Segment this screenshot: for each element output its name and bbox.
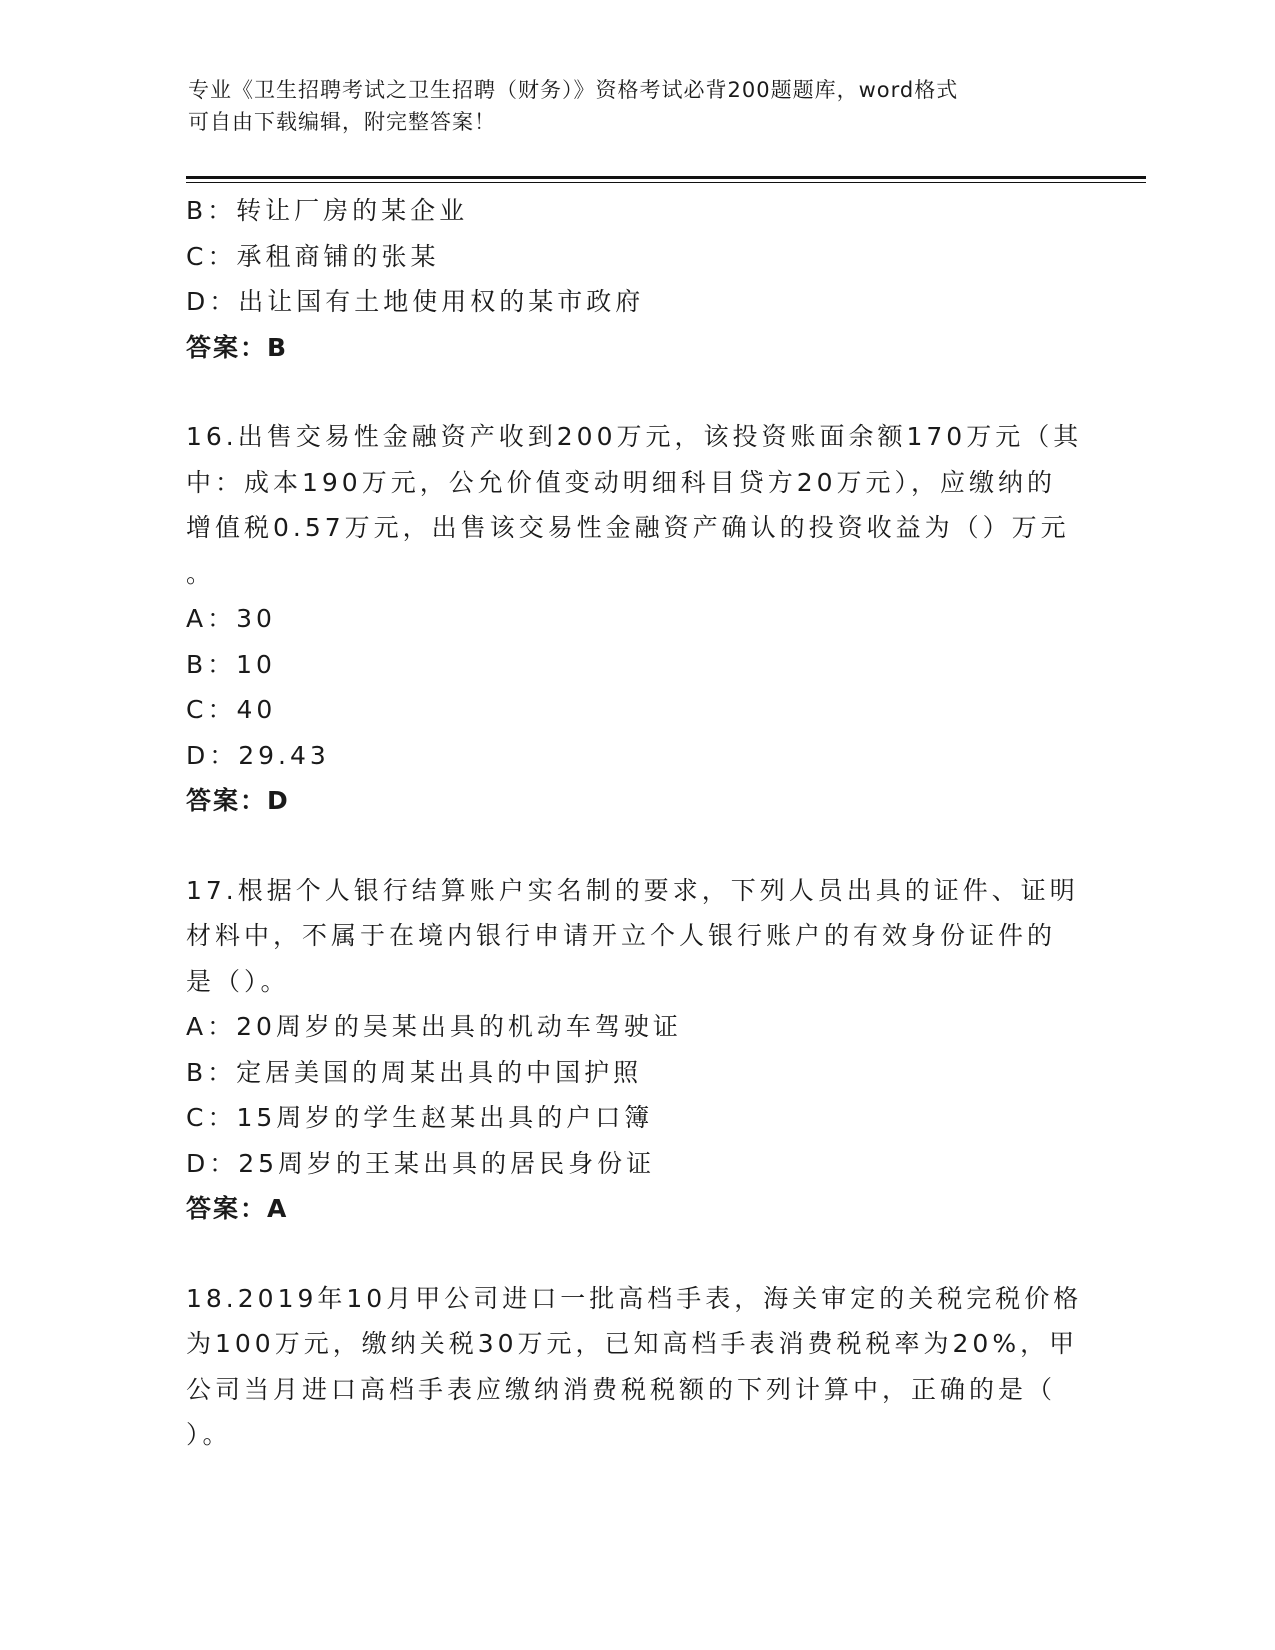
header-line-2: 可自由下载编辑，附完整答案！: [188, 110, 496, 134]
question-text-line: 18.2019年10月甲公司进口一批高档手表，海关审定的关税完税价格: [186, 1283, 1083, 1313]
question-text-line: ）。: [186, 1420, 232, 1449]
question-16: [186, 414, 1086, 824]
question-text-line: 17.根据个人银行结算账户实名制的要求，下列人员出具的证件、证明: [186, 875, 1079, 905]
header-line-1: 专业《卫生招聘考试之卫生招聘（财务）》资格考试必背200题题库，word格式: [188, 78, 959, 102]
question-18: [186, 1276, 1086, 1458]
option-a: A：30: [186, 604, 276, 633]
option-c: C：40: [186, 695, 277, 724]
question-content: [186, 188, 1086, 1458]
option-c: C：15周岁的学生赵某出具的户口簿: [186, 1103, 654, 1132]
question-text-line: 16.出售交易性金融资产收到200万元，该投资账面余额170万元（其: [186, 422, 1083, 451]
option-d: D：出让国有土地使用权的某市政府: [186, 287, 645, 316]
question-text-line: 公司当月进口高档手表应缴纳消费税税额的下列计算中，正确的是（: [186, 1374, 1057, 1404]
option-c: C：承租商铺的张某: [186, 241, 440, 271]
question-text-line: 增值税0.57万元，出售该交易性金融资产确认的投资收益为（）万元: [186, 513, 1070, 542]
question-text-line: 是（）。: [186, 966, 290, 996]
option-a: A：20周岁的吴某出具的机动车驾驶证: [186, 1012, 682, 1041]
option-d: D：25周岁的王某出具的居民身份证: [186, 1148, 656, 1178]
question-text-line: 为100万元，缴纳关税30万元，已知高档手表消费税税率为20%，甲: [186, 1329, 1079, 1358]
option-b: B：转让厂房的某企业: [186, 196, 469, 225]
question-text-line: 。: [186, 558, 216, 588]
document-header: [188, 74, 1068, 138]
header-rule-thick: [186, 176, 1146, 179]
option-d: D：29.43: [186, 740, 330, 770]
answer-label: 答案：D: [186, 786, 290, 815]
question-17: [186, 868, 1086, 1232]
answer-label: 答案：B: [186, 332, 289, 362]
option-b: B：定居美国的周某出具的中国护照: [186, 1057, 643, 1087]
question-text-line: 材料中，不属于在境内银行申请开立个人银行账户的有效身份证件的: [186, 921, 1057, 950]
header-rule-thin: [186, 182, 1146, 183]
answer-label: 答案：A: [186, 1194, 289, 1223]
option-b: B：10: [186, 649, 276, 679]
question-15-tail: [186, 188, 1086, 370]
question-text-line: 中：成本190万元，公允价值变动明细科目贷方20万元），应缴纳的: [186, 467, 1057, 497]
